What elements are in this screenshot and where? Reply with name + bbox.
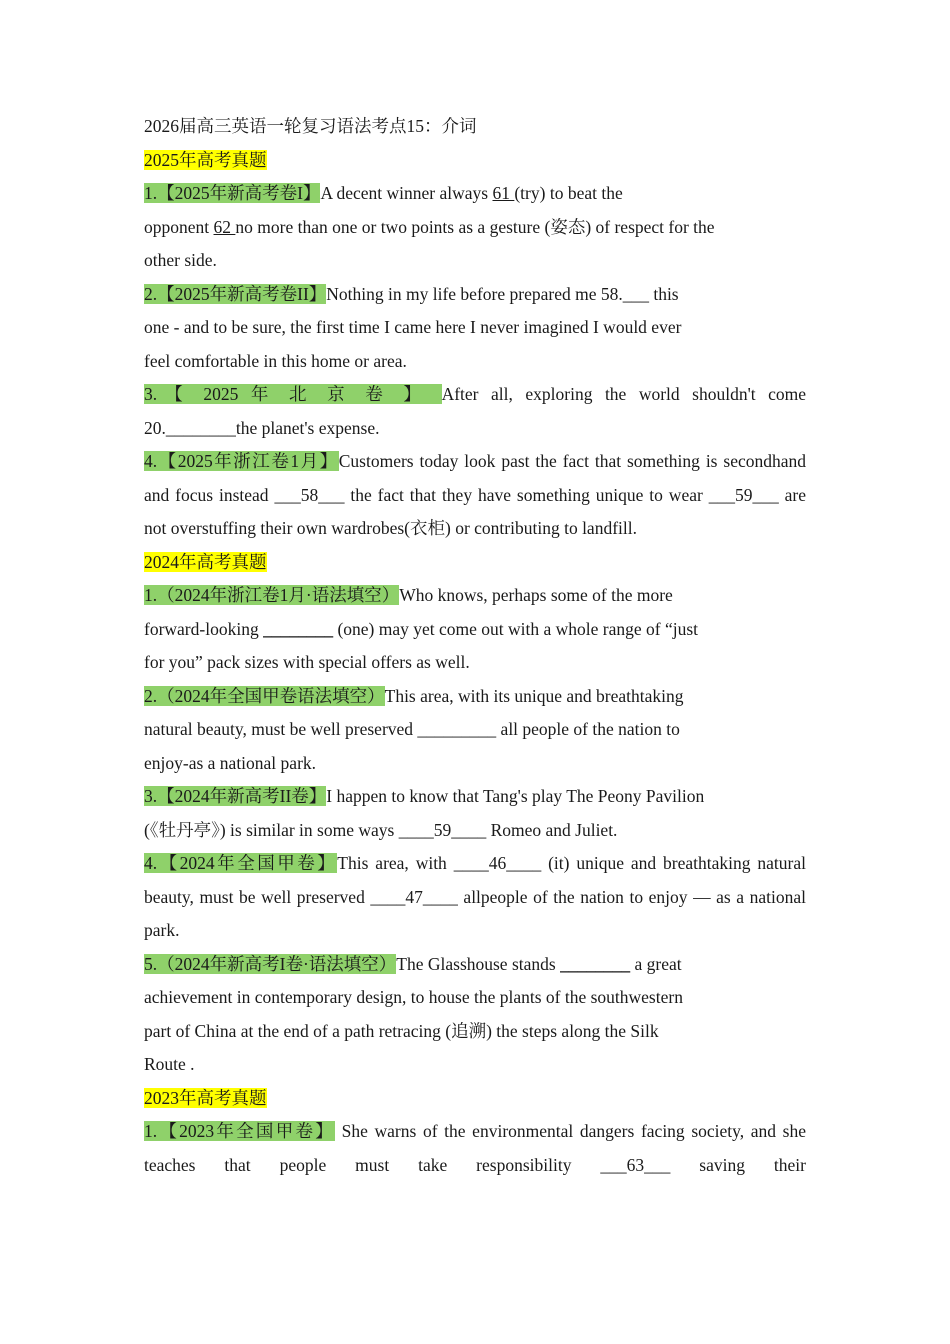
answer-blank: ________ (263, 618, 334, 639)
question-2024-2: 2.（2024年全国甲卷语法填空）This area, with its unique and breathtaking natural beauty, must be well preserved _________ all people of the nation to enjoy-as a national park. (144, 685, 684, 773)
question-2024-4: 4.【2024年全国甲卷】This area, with ____46____ (it) unique and breathtaking natural beauty, must be well preserved ____47____ allpeople of the nation to enjoy — as a national park. (144, 853, 807, 940)
question-source-tag: 5.（2024年新高考I卷·语法填空） (144, 953, 397, 974)
question-source-tag: 4.【2024年全国甲卷】 (144, 853, 338, 873)
blank-61: 61 (492, 183, 515, 203)
document-title: 2026届高三英语一轮复习语法考点15：介词 (144, 116, 477, 136)
section-heading-2023: 2023年高考真题 (144, 1087, 267, 1108)
question-source-tag: 1.（2024年浙江卷1月·语法填空） (144, 585, 400, 605)
section-heading-2025: 2025年高考真题 (144, 149, 267, 170)
document-page (144, 110, 806, 1182)
question-source-tag: 3.【 2025 年 北 京 卷 】 (144, 384, 442, 404)
question-source-tag: 4.【2025年浙江卷1月】 (144, 451, 339, 471)
section-heading-2024: 2024年高考真题 (144, 551, 267, 572)
question-2024-5: 5.（2024年新高考I卷·语法填空）The Glasshouse stands ________ a great achievement in contemporary design, to house the plants of the southwestern part of China at the end of a path retracing (追溯) the steps along the Silk Route . (144, 953, 683, 1074)
question-2024-3: 3.【2024年新高考II卷】I happen to know that Tang's play The Peony Pavilion (《牡丹亭》) is similar in some ways ____59____ Romeo and Juliet. (144, 786, 705, 840)
answer-blank: ________ (560, 953, 631, 974)
question-2025-4: 4.【2025年浙江卷1月】Customers today look past the fact that something is secondhand and focus instead ___58___ the fact that they have something unique to wear ___59___ are not overstuffing their own wardrobes(衣柜) or contributing to landfill. (144, 451, 807, 538)
question-2025-2: 2.【2025年新高考卷II】Nothing in my life before prepared me 58.___ this one - and to be sure, the first time I came here I never imagined I would ever feel comfortable in this home or area. (144, 283, 682, 371)
question-2025-1: 1.【2025年新高考卷I】A decent winner always 61 (try) to beat the opponent 62 no more than one or two points as a gesture (姿态) of respect for the other side. (144, 183, 715, 270)
question-2025-3: 3.【 2025 年 北 京 卷 】 After all, exploring the world shouldn't come (144, 384, 807, 404)
question-source-tag: 2.（2024年全国甲卷语法填空） (144, 685, 385, 706)
question-source-tag: 1.【2025年新高考卷I】 (144, 183, 321, 203)
question-source-tag: 1.【2023年全国甲卷】 (144, 1121, 335, 1141)
question-source-tag: 2.【2025年新高考卷II】 (144, 283, 327, 304)
blank-62: 62 (213, 216, 236, 237)
question-2025-3-cont: 20.________the planet's expense. (144, 417, 380, 438)
question-2024-1: 1.（2024年浙江卷1月·语法填空）Who knows, perhaps some of the more forward-looking ________ (one) may yet come out with a whole range of “just for you” pack sizes with special offers as well. (144, 585, 699, 672)
question-source-tag: 3.【2024年新高考II卷】 (144, 786, 327, 806)
question-2023-1: 1.【2023年全国甲卷】 She warns of the environmental dangers facing society, and she teaches that people must take responsibility ___63___ saving their (144, 1121, 807, 1175)
